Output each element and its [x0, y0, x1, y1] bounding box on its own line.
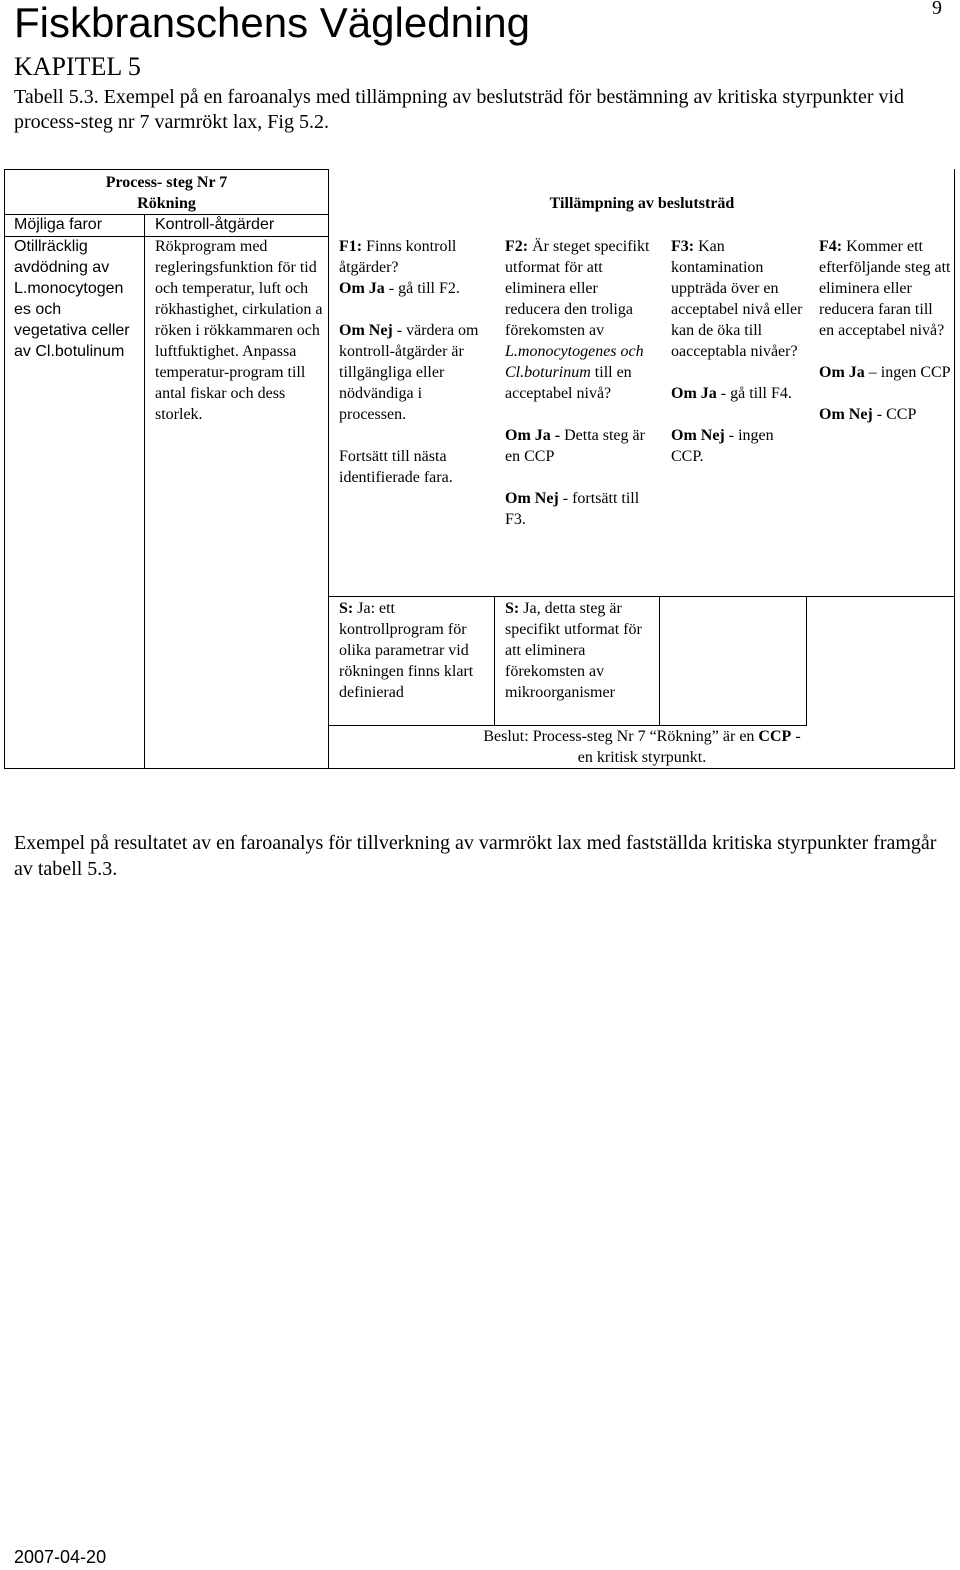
table-border-left	[4, 169, 5, 769]
f3-label: F3:	[671, 238, 695, 255]
f3-yes-text: - gå till F4.	[716, 385, 792, 402]
s2-text: Ja, detta steg är specifikt utformat för att eliminera förekomsten av mikroorganismer	[505, 600, 642, 701]
f2-no-text: - fortsätt till F3.	[505, 490, 640, 528]
f2-yes-label: Om Ja -	[505, 427, 565, 444]
decision-tree-header: Tillämpning av beslutsträd	[549, 195, 735, 212]
f1-question	[339, 236, 489, 299]
table-rule-col3	[494, 596, 495, 726]
question-f3-cell	[671, 236, 805, 467]
f2-question-text-2: till en acceptabel nivå?	[505, 364, 632, 402]
f1-label: F1:	[339, 238, 363, 255]
table-rule-col5	[806, 596, 807, 726]
page-number: 9	[932, 0, 942, 19]
f4-question-text: Kommer ett efterföljande steg att eliminera eller reducera faran till en acceptabel nivå?	[819, 238, 951, 339]
table-border-bottom	[4, 768, 955, 769]
hazard-cell: Otillräcklig avdödning av L.monocytogen es och vegetativa celler av Cl.botulinum	[14, 238, 130, 360]
f2-organism-names: L.monocytogenes och Cl.boturinum	[505, 343, 644, 381]
table-rule-col2	[328, 169, 329, 769]
decision-cell	[329, 726, 955, 768]
f3-no-label: Om Nej	[671, 427, 725, 444]
f4-yes-text: – ingen CCP	[864, 364, 951, 381]
f4-question	[819, 236, 951, 341]
table-border-right	[954, 169, 955, 769]
table-rule-col1	[144, 214, 145, 769]
s-answer-f2-cell	[505, 598, 655, 703]
question-f2-cell	[505, 236, 655, 530]
s2-label: S:	[505, 600, 520, 617]
f3-question	[671, 236, 805, 362]
f2-question	[505, 236, 655, 404]
f2-yes	[505, 425, 655, 467]
f1-question-text: Finns kontroll åtgärder?	[339, 238, 457, 276]
f1-yes-text: - gå till F2.	[384, 280, 460, 297]
f1-no	[339, 320, 489, 425]
control-measures-cell: Rökprogram med regleringsfunktion för tid och temperatur, luft och rökhastighet, cirkulation a röken i rökkammaren och luftfuktighet. Anpassa temperatur-program till antal fiskar och dess storlek.	[155, 238, 323, 423]
f1-next: Fortsätt till nästa identifierade fara.	[339, 448, 453, 486]
process-step-header	[4, 172, 329, 214]
f2-no	[505, 488, 655, 530]
f4-no	[819, 404, 951, 425]
table-rule-col4	[659, 596, 660, 726]
process-step-line2: Rökning	[137, 195, 196, 212]
f2-yes-text: Detta steg är en CCP	[505, 427, 645, 465]
f4-no-text: - CCP	[872, 406, 917, 423]
f3-no	[671, 425, 805, 467]
f3-no-text: - ingen CCP.	[671, 427, 774, 465]
chapter-heading: KAPITEL 5	[14, 52, 141, 81]
decision-text: Beslut: Process-steg Nr 7 “Rökning” är en	[483, 728, 759, 745]
hazard-analysis-table	[0, 0, 960, 780]
document-title: Fiskbranschens Vägledning	[14, 0, 530, 46]
f3-question-text: Kan kontamination uppträda över en acceptabel nivå eller kan de öka till oacceptabla nivåer?	[671, 238, 803, 360]
f2-no-label: Om Nej	[505, 490, 559, 507]
f1-no-text: - värdera om kontroll-åtgärder är tillgängliga eller nödvändiga i processen.	[339, 322, 479, 423]
body-paragraph: Exempel på resultatet av en faroanalys för tillverkning av varmrökt lax med fastställda kritiska styrpunkter framgår av tabell 5.3.	[14, 832, 937, 880]
table-border-top	[4, 169, 329, 170]
f2-question-text-1: Är steget specifikt utformat för att eliminera eller reducera den troliga förekomsten av	[505, 238, 650, 339]
s1-label: S:	[339, 600, 354, 617]
f4-label: F4:	[819, 238, 843, 255]
table-rule-s-row	[329, 596, 955, 597]
f1-yes-label: Om Ja	[339, 280, 385, 297]
f3-yes-label: Om Ja	[671, 385, 717, 402]
decision-ccp: CCP	[758, 728, 792, 745]
column-header-hazards: Möjliga faror	[14, 216, 103, 233]
decision-line-1	[329, 726, 955, 747]
s-answer-f1-cell	[339, 598, 489, 703]
f4-no-label: Om Nej	[819, 406, 873, 423]
f3-yes	[671, 383, 805, 404]
decision-line-2: en kritisk styrpunkt.	[577, 749, 707, 766]
process-step-line1: Process- steg Nr 7	[105, 174, 228, 191]
decision-dash: -	[791, 728, 801, 745]
question-f1-cell	[339, 236, 489, 488]
f2-label: F2:	[505, 238, 529, 255]
question-f4-cell	[819, 236, 951, 425]
footer-date: 2007-04-20	[14, 1547, 107, 1567]
table-caption: Tabell 5.3. Exempel på en faroanalys med tillämpning av beslutsträd för bestämning av kritiska styrpunkter vid process-steg nr 7 varmrökt lax, Fig 5.2.	[14, 86, 905, 133]
s1-text: Ja: ett kontrollprogram för olika parametrar vid rökningen finns klart definierad	[339, 600, 474, 701]
f1-no-label: Om Nej	[339, 322, 393, 339]
column-header-controls: Kontroll-åtgärder	[155, 216, 275, 233]
f4-yes	[819, 362, 951, 383]
f4-yes-label: Om Ja	[819, 364, 865, 381]
